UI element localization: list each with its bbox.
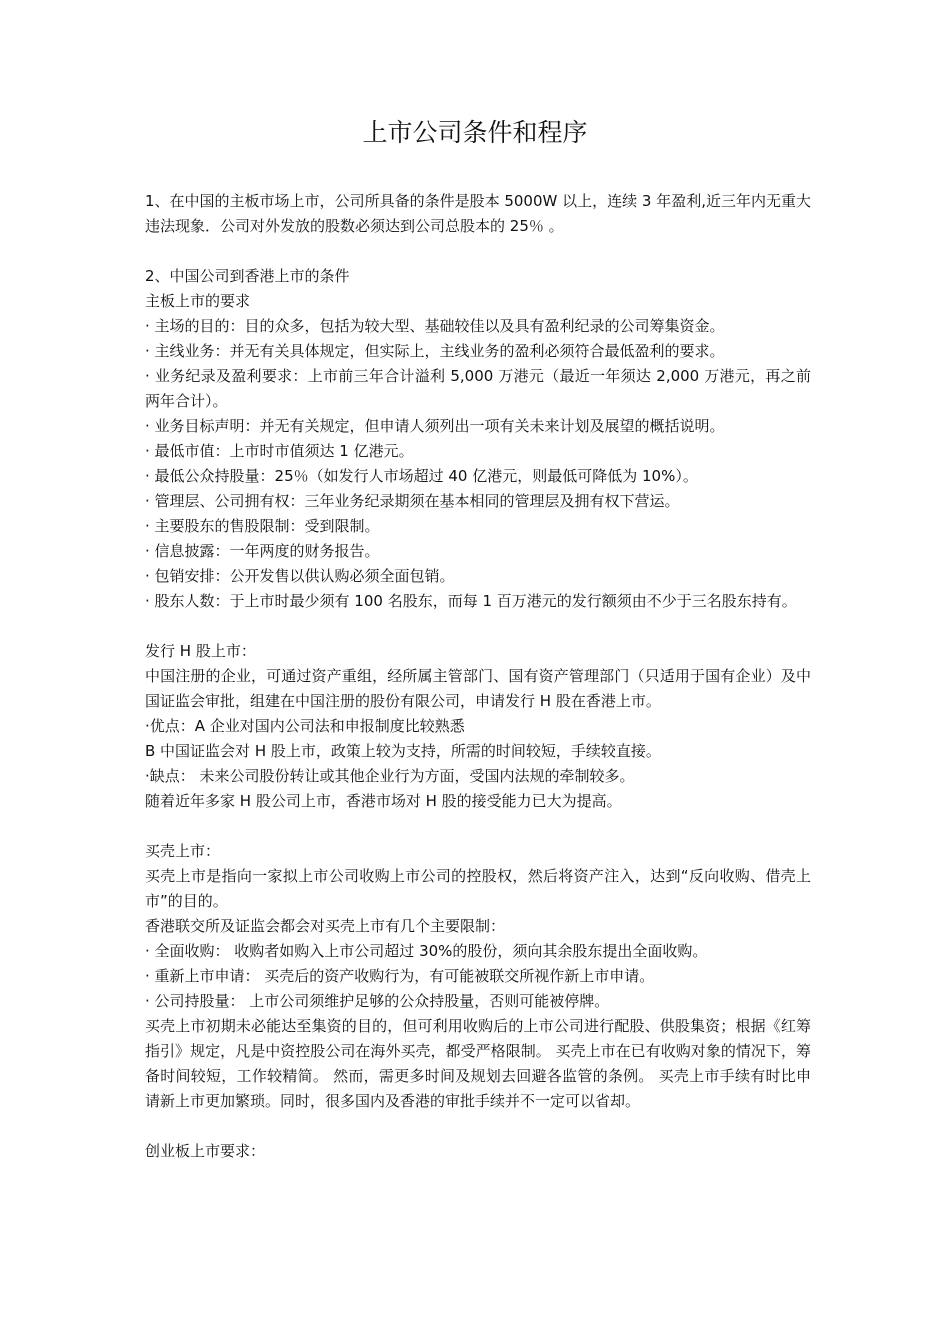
h-share-heading: 发行 H 股上市： [145, 642, 256, 660]
backdoor-paragraph: 买壳上市是指向一家拟上市公司收购上市公司的控股权，然后将资产注入，达到“反向收购、借壳上市”的目的。 [145, 867, 811, 910]
main-board-bullet: · 业务目标声明：并无有关规定，但申请人须列出一项有关未来计划及展望的概括说明。 [145, 417, 725, 435]
main-board-bullet: · 股东人数：于上市时最少须有 100 名股东，而每 1 百万港元的发行额须由不少于三名股东持有。 [145, 592, 797, 610]
backdoor-line: 香港联交所及证监会都会对买壳上市有几个主要限制： [145, 917, 506, 935]
backdoor-bullet: · 公司持股量： 上市公司须维护足够的公众持股量，否则可能被停牌。 [145, 992, 610, 1010]
document-body [145, 189, 811, 1164]
main-board-bullet: · 业务纪录及盈利要求：上市前三年合计溢利 5,000 万港元（最近一年须达 2,000 万港元，再之前两年合计）。 [145, 367, 811, 410]
h-share-line: 随着近年多家 H 股公司上市，香港市场对 H 股的接受能力已大为提高。 [145, 792, 622, 810]
backdoor-bullet: · 重新上市申请： 买壳后的资产收购行为，有可能被联交所视作新上市申请。 [145, 967, 655, 985]
section-1-paragraph: 1、在中国的主板市场上市，公司所具备的条件是股本 5000W 以上，连续 3 年盈利,近三年内无重大违法现象．公司对外发放的股数必须达到公司总股本的 25％ 。 [145, 192, 811, 235]
document-title: 上市公司条件和程序 [362, 118, 588, 147]
h-share-line: ·优点：A 企业对国内公司法和申报制度比较熟悉 [145, 717, 465, 735]
backdoor-bullet: · 全面收购： 收购者如购入上市公司超过 30%的股份，须向其余股东提出全面收购。 [145, 942, 708, 960]
main-board-bullet: · 信息披露：一年两度的财务报告。 [145, 542, 380, 560]
main-board-bullet: · 包销安排：公开发售以供认购必须全面包销。 [145, 567, 455, 585]
main-board-bullet: · 主线业务：并无有关具体规定，但实际上，主线业务的盈利必须符合最低盈利的要求。 [145, 342, 725, 360]
h-share-line: ·缺点： 未来公司股份转让或其他企业行为方面，受国内法规的牵制较多。 [145, 767, 635, 785]
backdoor-paragraph: 买壳上市初期未必能达至集资的目的，但可利用收购后的上市公司进行配股、供股集资；根据《红筹指引》规定，凡是中资控股公司在海外买壳，都受严格限制。 买壳上市在已有收购对象的情况下，筹备时间较短，工作较精简。 然而，需更多时间及规划去回避各监管的条例。 买壳上市手续有时比申请新上市更加繁琐。同时，很多国内及香港的审批手续并不一定可以省却。 [145, 1017, 811, 1110]
gem-heading: 创业板上市要求： [145, 1142, 266, 1160]
section-2-heading: 2、中国公司到香港上市的条件 [145, 267, 350, 285]
main-board-bullet: · 管理层、公司拥有权：三年业务纪录期须在基本相同的管理层及拥有权下营运。 [145, 492, 680, 510]
h-share-paragraph: 中国注册的企业，可通过资产重组，经所属主管部门、国有资产管理部门（只适用于国有企业）及中国证监会审批，组建在中国注册的股份有限公司，申请发行 H 股在香港上市。 [145, 667, 811, 710]
main-board-bullet: · 最低市值：上市时市值须达 1 亿港元。 [145, 442, 414, 460]
main-board-bullet: · 主要股东的售股限制：受到限制。 [145, 517, 380, 535]
main-board-bullet: · 最低公众持股量：25％（如发行人市场超过 40 亿港元，则最低可降低为 10%）。 [145, 467, 698, 485]
h-share-line: B 中国证监会对 H 股上市，政策上较为支持，所需的时间较短，手续较直接。 [145, 742, 661, 760]
backdoor-heading: 买壳上市： [145, 842, 221, 860]
main-board-bullet: · 主场的目的：目的众多，包括为较大型、基础较佳以及具有盈利纪录的公司筹集资金。 [145, 317, 725, 335]
main-board-subheading: 主板上市的要求 [145, 292, 251, 310]
